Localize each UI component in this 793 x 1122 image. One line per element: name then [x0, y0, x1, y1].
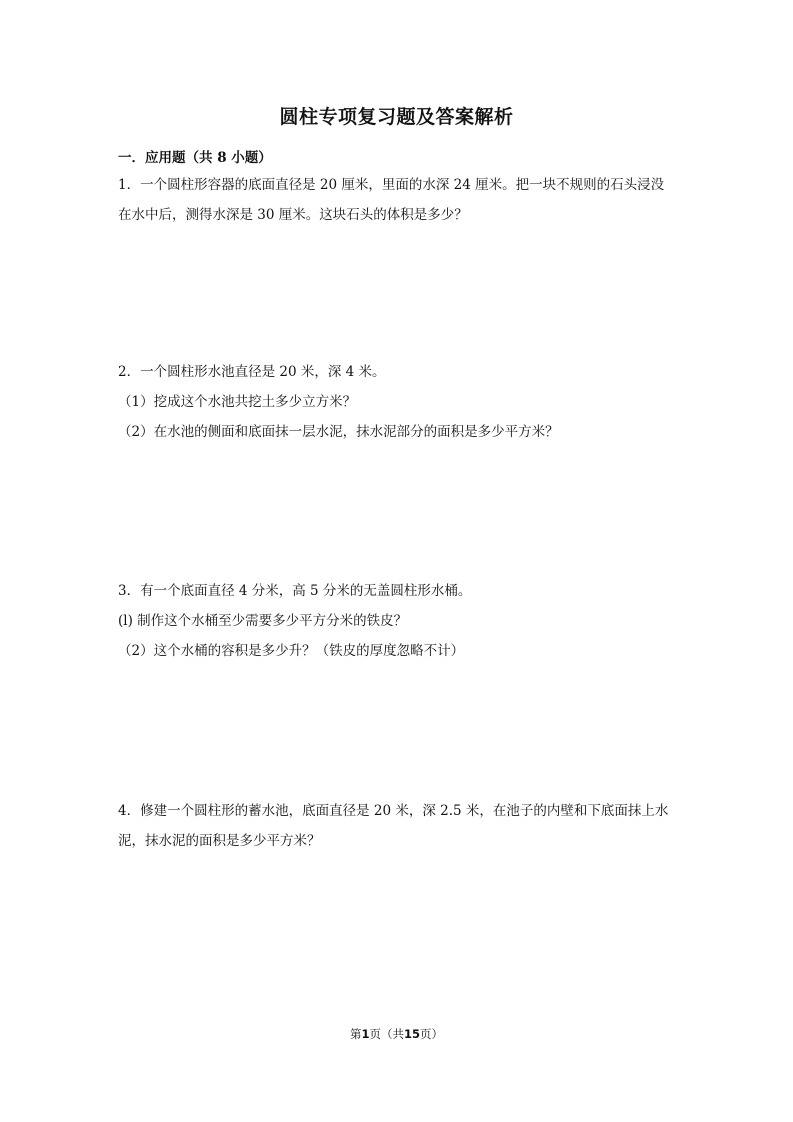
question-3-line-1: 3．有一个底面直径 4 分米，高 5 分米的无盖圆柱形水桶。: [118, 583, 472, 599]
page-title: 圆柱专项复习题及答案解析: [279, 106, 514, 128]
footer-total-pages: 15: [404, 1027, 421, 1041]
question-3-sub-1: (l) 制作这个水桶至少需要多少平方分米的铁皮？: [118, 613, 408, 629]
question-2: [118, 357, 688, 447]
footer-prefix: 第: [349, 1027, 362, 1041]
question-2-sub-1: （1）挖成这个水池共挖土多少立方米？: [118, 394, 357, 410]
page-footer: [0, 1026, 793, 1042]
question-1-line-2: 在水中后，测得水深是 30 厘米。这块石头的体积是多少？: [118, 207, 468, 223]
footer-suffix: 页）: [420, 1027, 444, 1041]
section-heading: 一．应用题（共 8 小题）: [118, 150, 272, 166]
footer-page-number: 1: [361, 1027, 370, 1041]
question-1-line-1: 1．一个圆柱形容器的底面直径是 20 厘米，里面的水深 24 厘米。把一块不规则的石头浸没: [118, 177, 665, 193]
question-4-line-1: 4．修建一个圆柱形的蓄水池，底面直径是 20 米，深 2.5 米，在池子的内壁和下底面抹上水: [118, 803, 669, 819]
question-4-line-2: 泥，抹水泥的面积是多少平方米？: [118, 833, 321, 849]
question-3-sub-2: （2）这个水桶的容积是多少升？（铁皮的厚度忽略不计）: [118, 643, 465, 659]
question-4: [118, 796, 688, 856]
question-1: [118, 170, 688, 230]
question-2-line-1: 2．一个圆柱形水池直径是 20 米，深 4 米。: [118, 364, 386, 380]
question-2-sub-2: （2）在水池的侧面和底面抹一层水泥，抹水泥部分的面积是多少平方米？: [118, 424, 559, 440]
footer-middle: 页（共: [369, 1027, 404, 1041]
question-3: [118, 576, 688, 666]
